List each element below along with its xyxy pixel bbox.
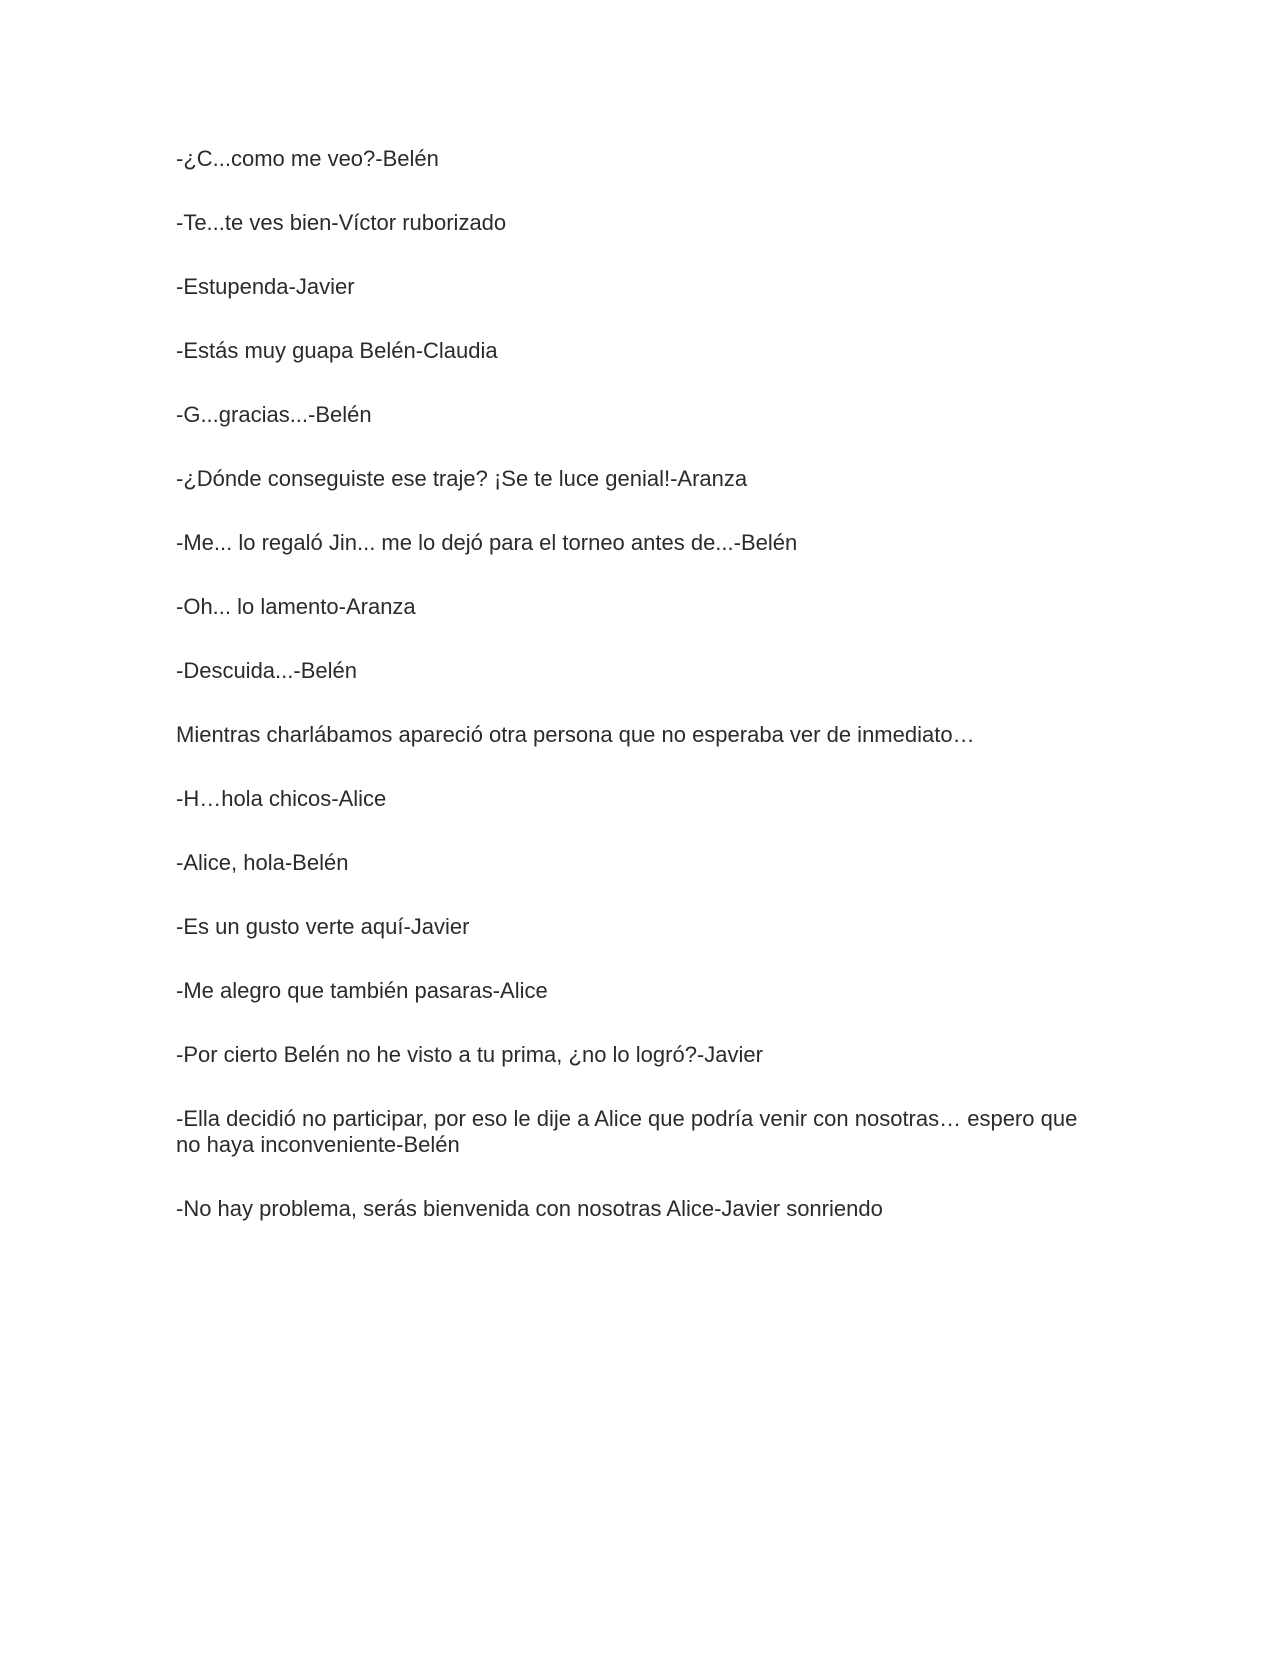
paragraph: -Ella decidió no participar, por eso le dije a Alice que podría venir con nosotras… espero que no haya inconveniente-Belén [176, 1106, 1078, 1157]
paragraph: -Alice, hola-Belén [176, 850, 349, 875]
document-body [176, 146, 1096, 1260]
paragraph: -Estupenda-Javier [176, 274, 355, 299]
paragraph: -No hay problema, serás bienvenida con nosotras Alice-Javier sonriendo [176, 1196, 883, 1221]
paragraph: -Oh... lo lamento-Aranza [176, 594, 416, 619]
paragraph: -Me alegro que también pasaras-Alice [176, 978, 548, 1003]
paragraph: -Te...te ves bien-Víctor ruborizado [176, 210, 507, 235]
paragraph: -¿C...como me veo?-Belén [176, 146, 439, 171]
paragraph: -Por cierto Belén no he visto a tu prima, ¿no lo logró?-Javier [176, 1042, 763, 1067]
paragraph: -¿Dónde conseguiste ese traje? ¡Se te luce genial!-Aranza [176, 466, 748, 491]
paragraph: -Descuida...-Belén [176, 658, 357, 683]
paragraph: Mientras charlábamos apareció otra persona que no esperaba ver de inmediato… [176, 722, 975, 747]
paragraph: -H…hola chicos-Alice [176, 786, 387, 811]
paragraph: -Es un gusto verte aquí-Javier [176, 914, 470, 939]
paragraph: -Estás muy guapa Belén-Claudia [176, 338, 498, 363]
paragraph: -G...gracias...-Belén [176, 402, 372, 427]
paragraph: -Me... lo regaló Jin... me lo dejó para el torneo antes de...-Belén [176, 530, 798, 555]
